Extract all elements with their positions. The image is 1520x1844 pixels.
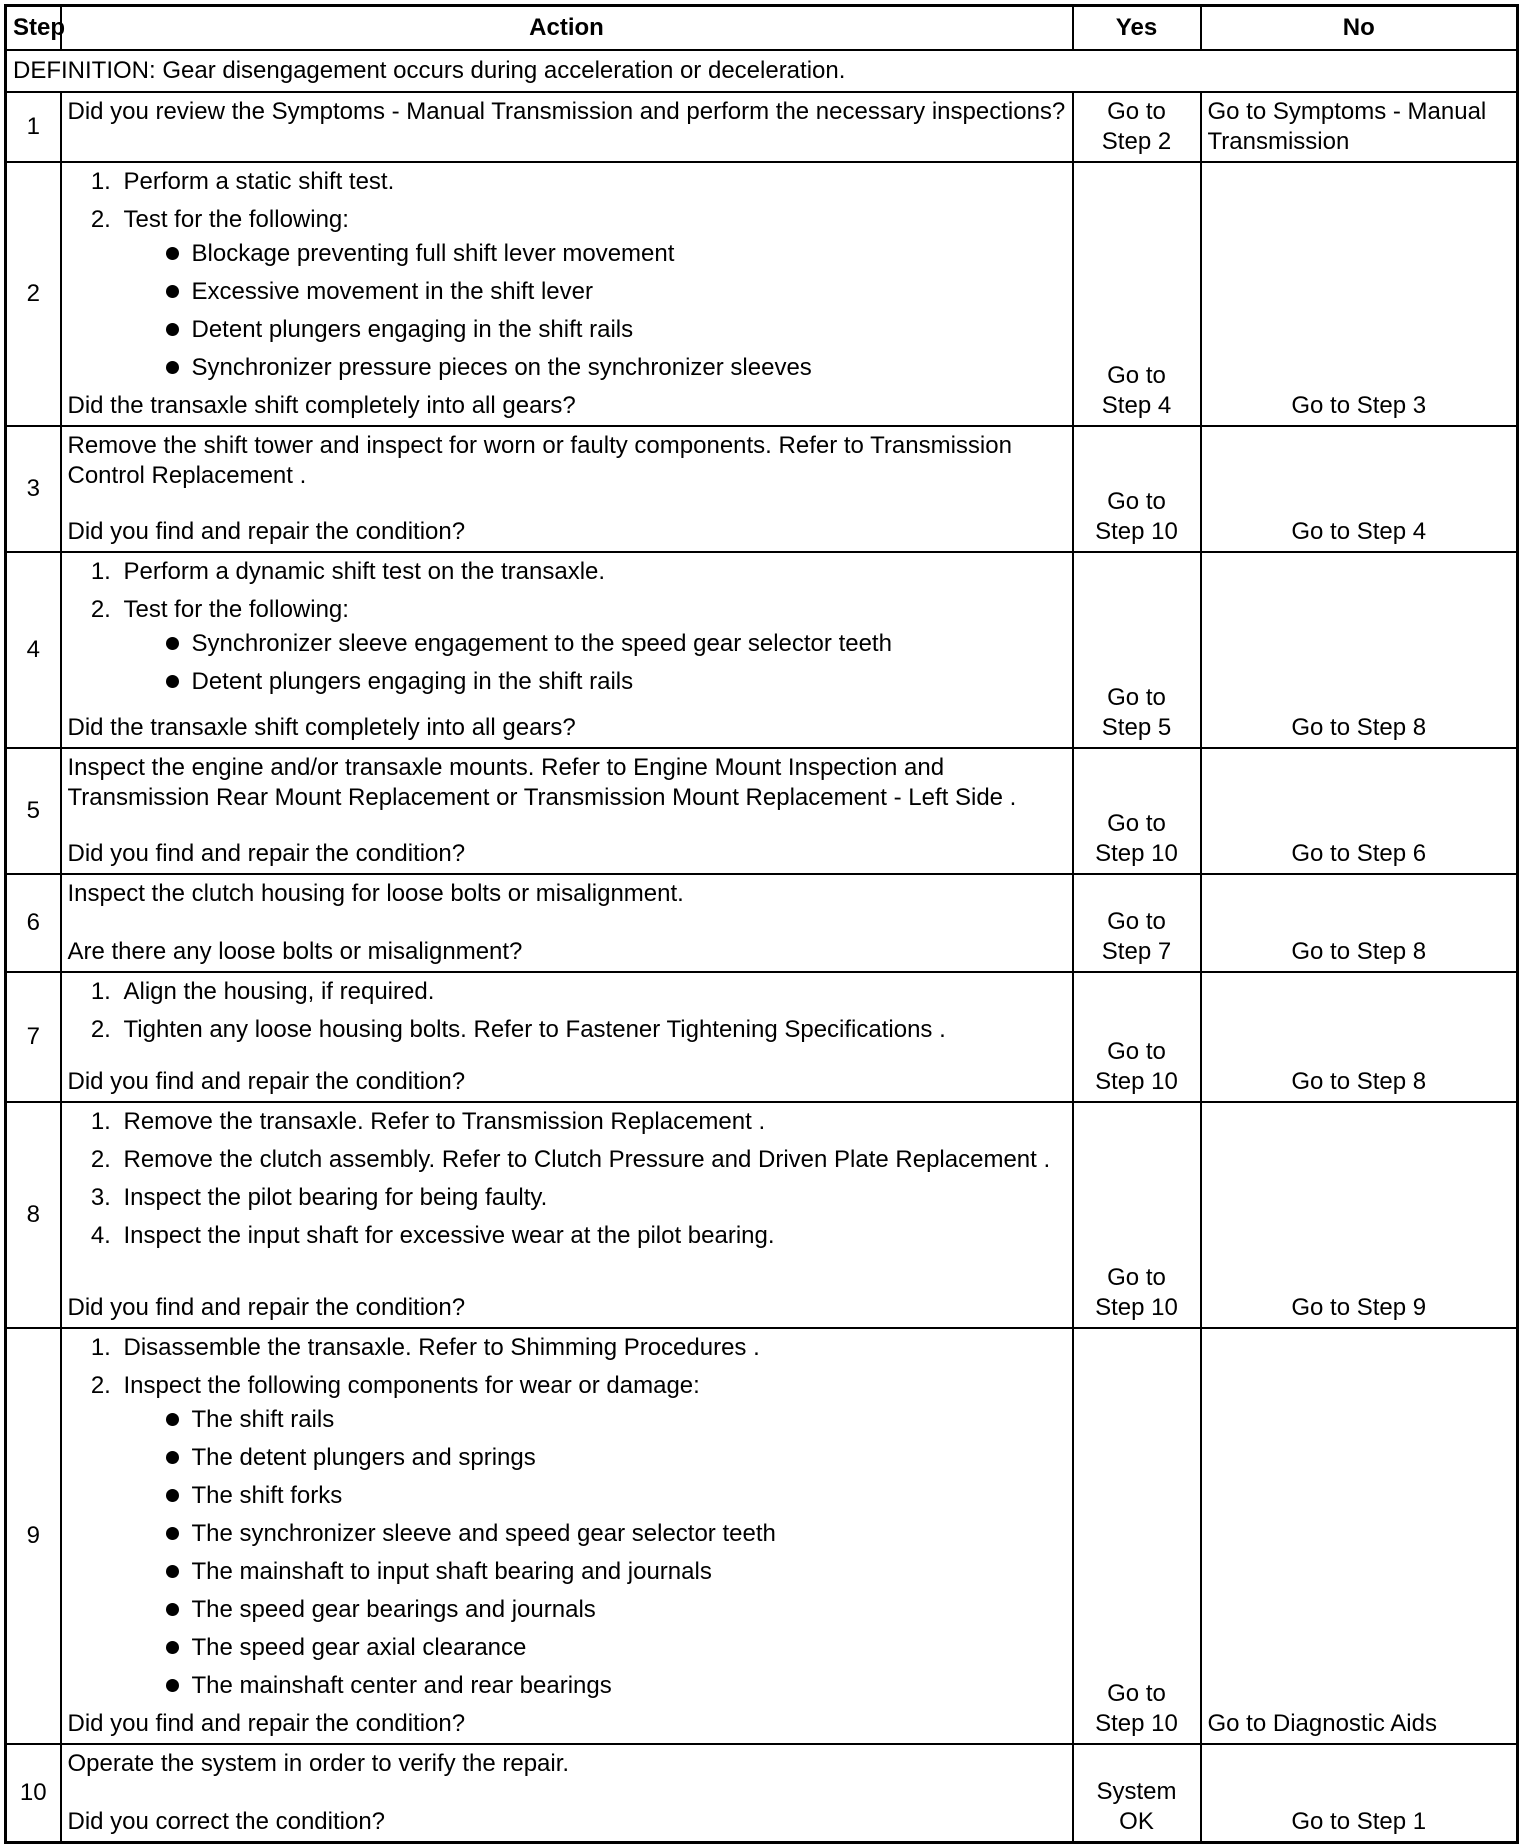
- question-text: Did the transaxle shift completely into all gears?: [67, 714, 576, 741]
- step-number: 8: [6, 1102, 61, 1328]
- action-cell: [61, 426, 1073, 552]
- yes-cell: Go to Step 7: [1073, 874, 1201, 972]
- definition-text: DEFINITION: Gear disengagement occurs during acceleration or deceleration.: [6, 50, 1518, 92]
- action-cell: [61, 1328, 1073, 1744]
- table-row: [6, 552, 1518, 748]
- list-item: 2. Tighten any loose housing bolts. Refer to Fastener Tightening Specifications .: [118, 1015, 1066, 1045]
- no-cell: Go to Step 6: [1201, 748, 1518, 874]
- list-item: 4. Inspect the input shaft for excessive wear at the pilot bearing.: [118, 1221, 1066, 1251]
- yes-cell: Go to Step 10: [1073, 748, 1201, 874]
- table-row: [6, 1102, 1518, 1328]
- header-row: [6, 6, 1518, 51]
- bullet-item: Detent plungers engaging in the shift rails: [166, 667, 1066, 697]
- bullet-item: Synchronizer sleeve engagement to the speed gear selector teeth: [166, 629, 1066, 659]
- action-text: Operate the system in order to verify the repair.: [67, 1750, 570, 1777]
- action-text: Did you review the Symptoms - Manual Transmission and perform the necessary inspections?: [67, 98, 1066, 125]
- step-number: 1: [6, 92, 61, 162]
- numbered-list: [68, 977, 1066, 1053]
- bullet-item: Detent plungers engaging in the shift rails: [166, 315, 1066, 345]
- diagnostic-table-page: [4, 4, 1516, 1835]
- yes-cell: System OK: [1073, 1744, 1201, 1842]
- list-item: 2. Inspect the following components for wear or damage: The shift rails The detent plungers and springs The shift forks The synchronizer sleeve and speed gear selector teeth The mainshaft to input shaft bearing and journals The speed gear bearings and journals The speed gear axial clearance The mainshaft center and rear bearings: [118, 1371, 1066, 1701]
- bullet-list: [124, 1405, 1066, 1701]
- step-number: 9: [6, 1328, 61, 1744]
- table-row: [6, 162, 1518, 426]
- diagnostic-table: [4, 4, 1519, 1844]
- numbered-list: [68, 167, 1066, 383]
- action-cell: [61, 972, 1073, 1102]
- step-number: 5: [6, 748, 61, 874]
- no-cell: Go to Step 8: [1201, 972, 1518, 1102]
- list-item: 1. Remove the transaxle. Refer to Transmission Replacement .: [118, 1107, 1066, 1137]
- no-cell: Go to Step 9: [1201, 1102, 1518, 1328]
- table-row: [6, 874, 1518, 972]
- yes-cell: Go to Step 5: [1073, 552, 1201, 748]
- step-number: 10: [6, 1744, 61, 1842]
- bullet-item: Synchronizer pressure pieces on the synchronizer sleeves: [166, 353, 1066, 383]
- action-cell: [61, 162, 1073, 426]
- table-row: [6, 92, 1518, 162]
- bullet-item: The mainshaft to input shaft bearing and journals: [166, 1557, 1066, 1587]
- action-cell: [61, 92, 1073, 162]
- yes-cell: Go to Step 10: [1073, 1102, 1201, 1328]
- list-item: 1. Disassemble the transaxle. Refer to Shimming Procedures .: [118, 1333, 1066, 1363]
- step-number: 3: [6, 426, 61, 552]
- numbered-list: [68, 557, 1066, 697]
- step-number: 6: [6, 874, 61, 972]
- bullet-item: The synchronizer sleeve and speed gear selector teeth: [166, 1519, 1066, 1549]
- table-row: [6, 1328, 1518, 1744]
- bullet-list: [124, 629, 1066, 697]
- list-item: 3. Inspect the pilot bearing for being faulty.: [118, 1183, 1066, 1213]
- table-row: [6, 426, 1518, 552]
- action-cell: [61, 1102, 1073, 1328]
- no-cell: Go to Diagnostic Aids: [1201, 1328, 1518, 1744]
- question-text: Did you find and repair the condition?: [67, 518, 466, 545]
- question-text: Did you find and repair the condition?: [67, 1294, 466, 1321]
- list-item: 1. Perform a static shift test.: [118, 167, 1066, 197]
- numbered-list: [68, 1107, 1066, 1259]
- yes-cell: Go to Step 10: [1073, 972, 1201, 1102]
- list-item: 1. Align the housing, if required.: [118, 977, 1066, 1007]
- action-text: Remove the shift tower and inspect for worn or faulty components. Refer to Transmission Control Replacement .: [67, 432, 1012, 489]
- table-row: [6, 748, 1518, 874]
- yes-cell: Go to Step 10: [1073, 1328, 1201, 1744]
- list-item: 2. Remove the clutch assembly. Refer to Clutch Pressure and Driven Plate Replacement .: [118, 1145, 1066, 1175]
- action-text: Inspect the clutch housing for loose bolts or misalignment.: [67, 880, 684, 907]
- question-text: Are there any loose bolts or misalignment?: [67, 938, 523, 965]
- bullet-item: The shift rails: [166, 1405, 1066, 1435]
- no-cell: Go to Step 4: [1201, 426, 1518, 552]
- step-number: 2: [6, 162, 61, 426]
- header-action: Action: [61, 6, 1073, 51]
- list-item: 1. Perform a dynamic shift test on the transaxle.: [118, 557, 1066, 587]
- question-text: Did you find and repair the condition?: [67, 1710, 466, 1737]
- bullet-item: The speed gear bearings and journals: [166, 1595, 1066, 1625]
- list-item: 2. Test for the following: Synchronizer sleeve engagement to the speed gear selector teeth Detent plungers engaging in the shift rails: [118, 595, 1066, 697]
- action-cell: [61, 1744, 1073, 1842]
- action-cell: [61, 748, 1073, 874]
- no-cell: Go to Step 3: [1201, 162, 1518, 426]
- question-text: Did you find and repair the condition?: [67, 1068, 466, 1095]
- no-cell: Go to Step 1: [1201, 1744, 1518, 1842]
- list-item: 2. Test for the following: Blockage preventing full shift lever movement Excessive movement in the shift lever Detent plungers engaging in the shift rails Synchronizer pressure pieces on the synchronizer sleeves: [118, 205, 1066, 383]
- numbered-list: [68, 1333, 1066, 1701]
- bullet-list: [124, 239, 1066, 383]
- definition-row: [6, 50, 1518, 92]
- bullet-item: The mainshaft center and rear bearings: [166, 1671, 1066, 1701]
- action-cell: [61, 874, 1073, 972]
- yes-cell: Go to Step 2: [1073, 92, 1201, 162]
- action-cell: [61, 552, 1073, 748]
- yes-cell: Go to Step 4: [1073, 162, 1201, 426]
- header-yes: Yes: [1073, 6, 1201, 51]
- no-cell: Go to Step 8: [1201, 552, 1518, 748]
- question-text: Did you find and repair the condition?: [67, 840, 466, 867]
- bullet-item: The shift forks: [166, 1481, 1066, 1511]
- no-cell: Go to Symptoms - Manual Transmission: [1201, 92, 1518, 162]
- step-number: 4: [6, 552, 61, 748]
- no-cell: Go to Step 8: [1201, 874, 1518, 972]
- header-step: Step: [6, 6, 61, 51]
- bullet-item: Blockage preventing full shift lever movement: [166, 239, 1066, 269]
- action-text: Inspect the engine and/or transaxle mounts. Refer to Engine Mount Inspection and Transmission Rear Mount Replacement or Transmission Mount Replacement - Left Side .: [67, 754, 1017, 811]
- bullet-item: Excessive movement in the shift lever: [166, 277, 1066, 307]
- table-row: [6, 972, 1518, 1102]
- bullet-item: The speed gear axial clearance: [166, 1633, 1066, 1663]
- bullet-item: The detent plungers and springs: [166, 1443, 1066, 1473]
- question-text: Did the transaxle shift completely into all gears?: [67, 392, 576, 419]
- question-text: Did you correct the condition?: [67, 1807, 386, 1835]
- step-number: 7: [6, 972, 61, 1102]
- table-row: [6, 1744, 1518, 1842]
- header-no: No: [1201, 6, 1518, 51]
- yes-cell: Go to Step 10: [1073, 426, 1201, 552]
